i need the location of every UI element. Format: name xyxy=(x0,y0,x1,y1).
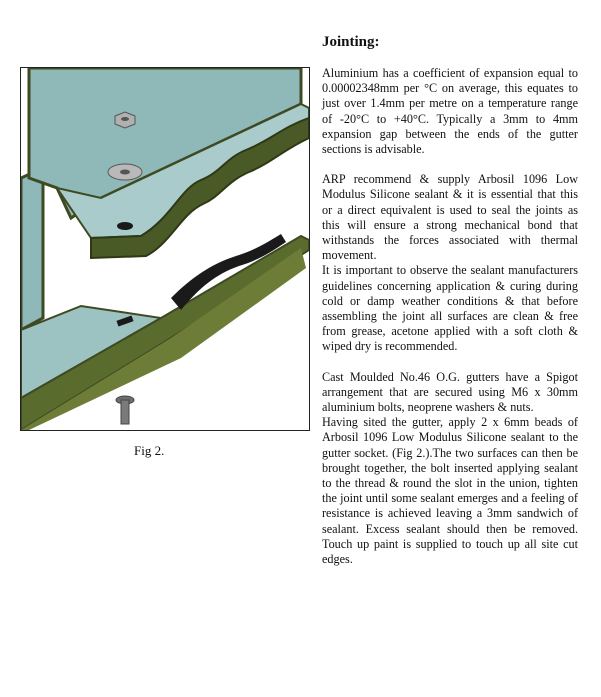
hex-nut-hole xyxy=(121,117,129,121)
paragraph-spigot-arrangement: Cast Moulded No.46 O.G. gutters have a Spigot arrangement that are secured using M6 x 30mm aluminium bolts, neoprene washers & nuts. xyxy=(322,369,578,415)
article-column xyxy=(322,34,578,567)
washer-hole xyxy=(120,170,130,175)
bolt-shank xyxy=(121,400,129,424)
lower-gutter-back-wall xyxy=(21,168,43,330)
paragraph-gap xyxy=(322,157,578,172)
paragraph-manufacturer-guidelines: It is important to observe the sealant manufacturers guidelines concerning application & curing during cold or damp weather conditions & that before assembling the joint all surfaces are clean & free from grease, acetone applied with a soft cloth & wiped dry is recommended. xyxy=(322,263,578,354)
paragraph-expansion: Aluminium has a coefficient of expansion equal to 0.00002348mm per °C on average, this equates to just over 1.4mm per metre on a temperature range of -20°C to +40°C. Typically a 3mm to 4mm expansion gap between the ends of the gutter sections is advisable. xyxy=(322,66,578,157)
paragraph-sealant-recommendation: ARP recommend & supply Arbosil 1096 Low Modulus Silicone sealant & it is essential that this or a direct equivalent is used to seal the joints as this will ensure a strong mechanical bond that withstands the forces associated with thermal movement. xyxy=(322,172,578,263)
paragraph-assembly-instructions: Having sited the gutter, apply 2 x 6mm beads of Arbosil 1096 Low Modulus Silicone sealant to the gutter socket. (Fig 2.).The two surfaces can then be brought together, the bolt inserted applying sealant to the thread & round the slot in the union, tighten the joint until some sealant emerges and a feeling of resistance is achieved leaving a 3mm sandwich of sealant. Excess sealant should then be removed. Touch up paint is supplied to touch up all site cut edges. xyxy=(322,415,578,567)
gutter-joint-drawing xyxy=(21,68,309,430)
article-heading: Jointing: xyxy=(322,34,380,50)
paragraph-gap xyxy=(322,355,578,370)
figure-caption: Fig 2. xyxy=(134,443,165,458)
gutter-joint-illustration xyxy=(20,67,310,431)
socket-hole xyxy=(117,222,133,230)
